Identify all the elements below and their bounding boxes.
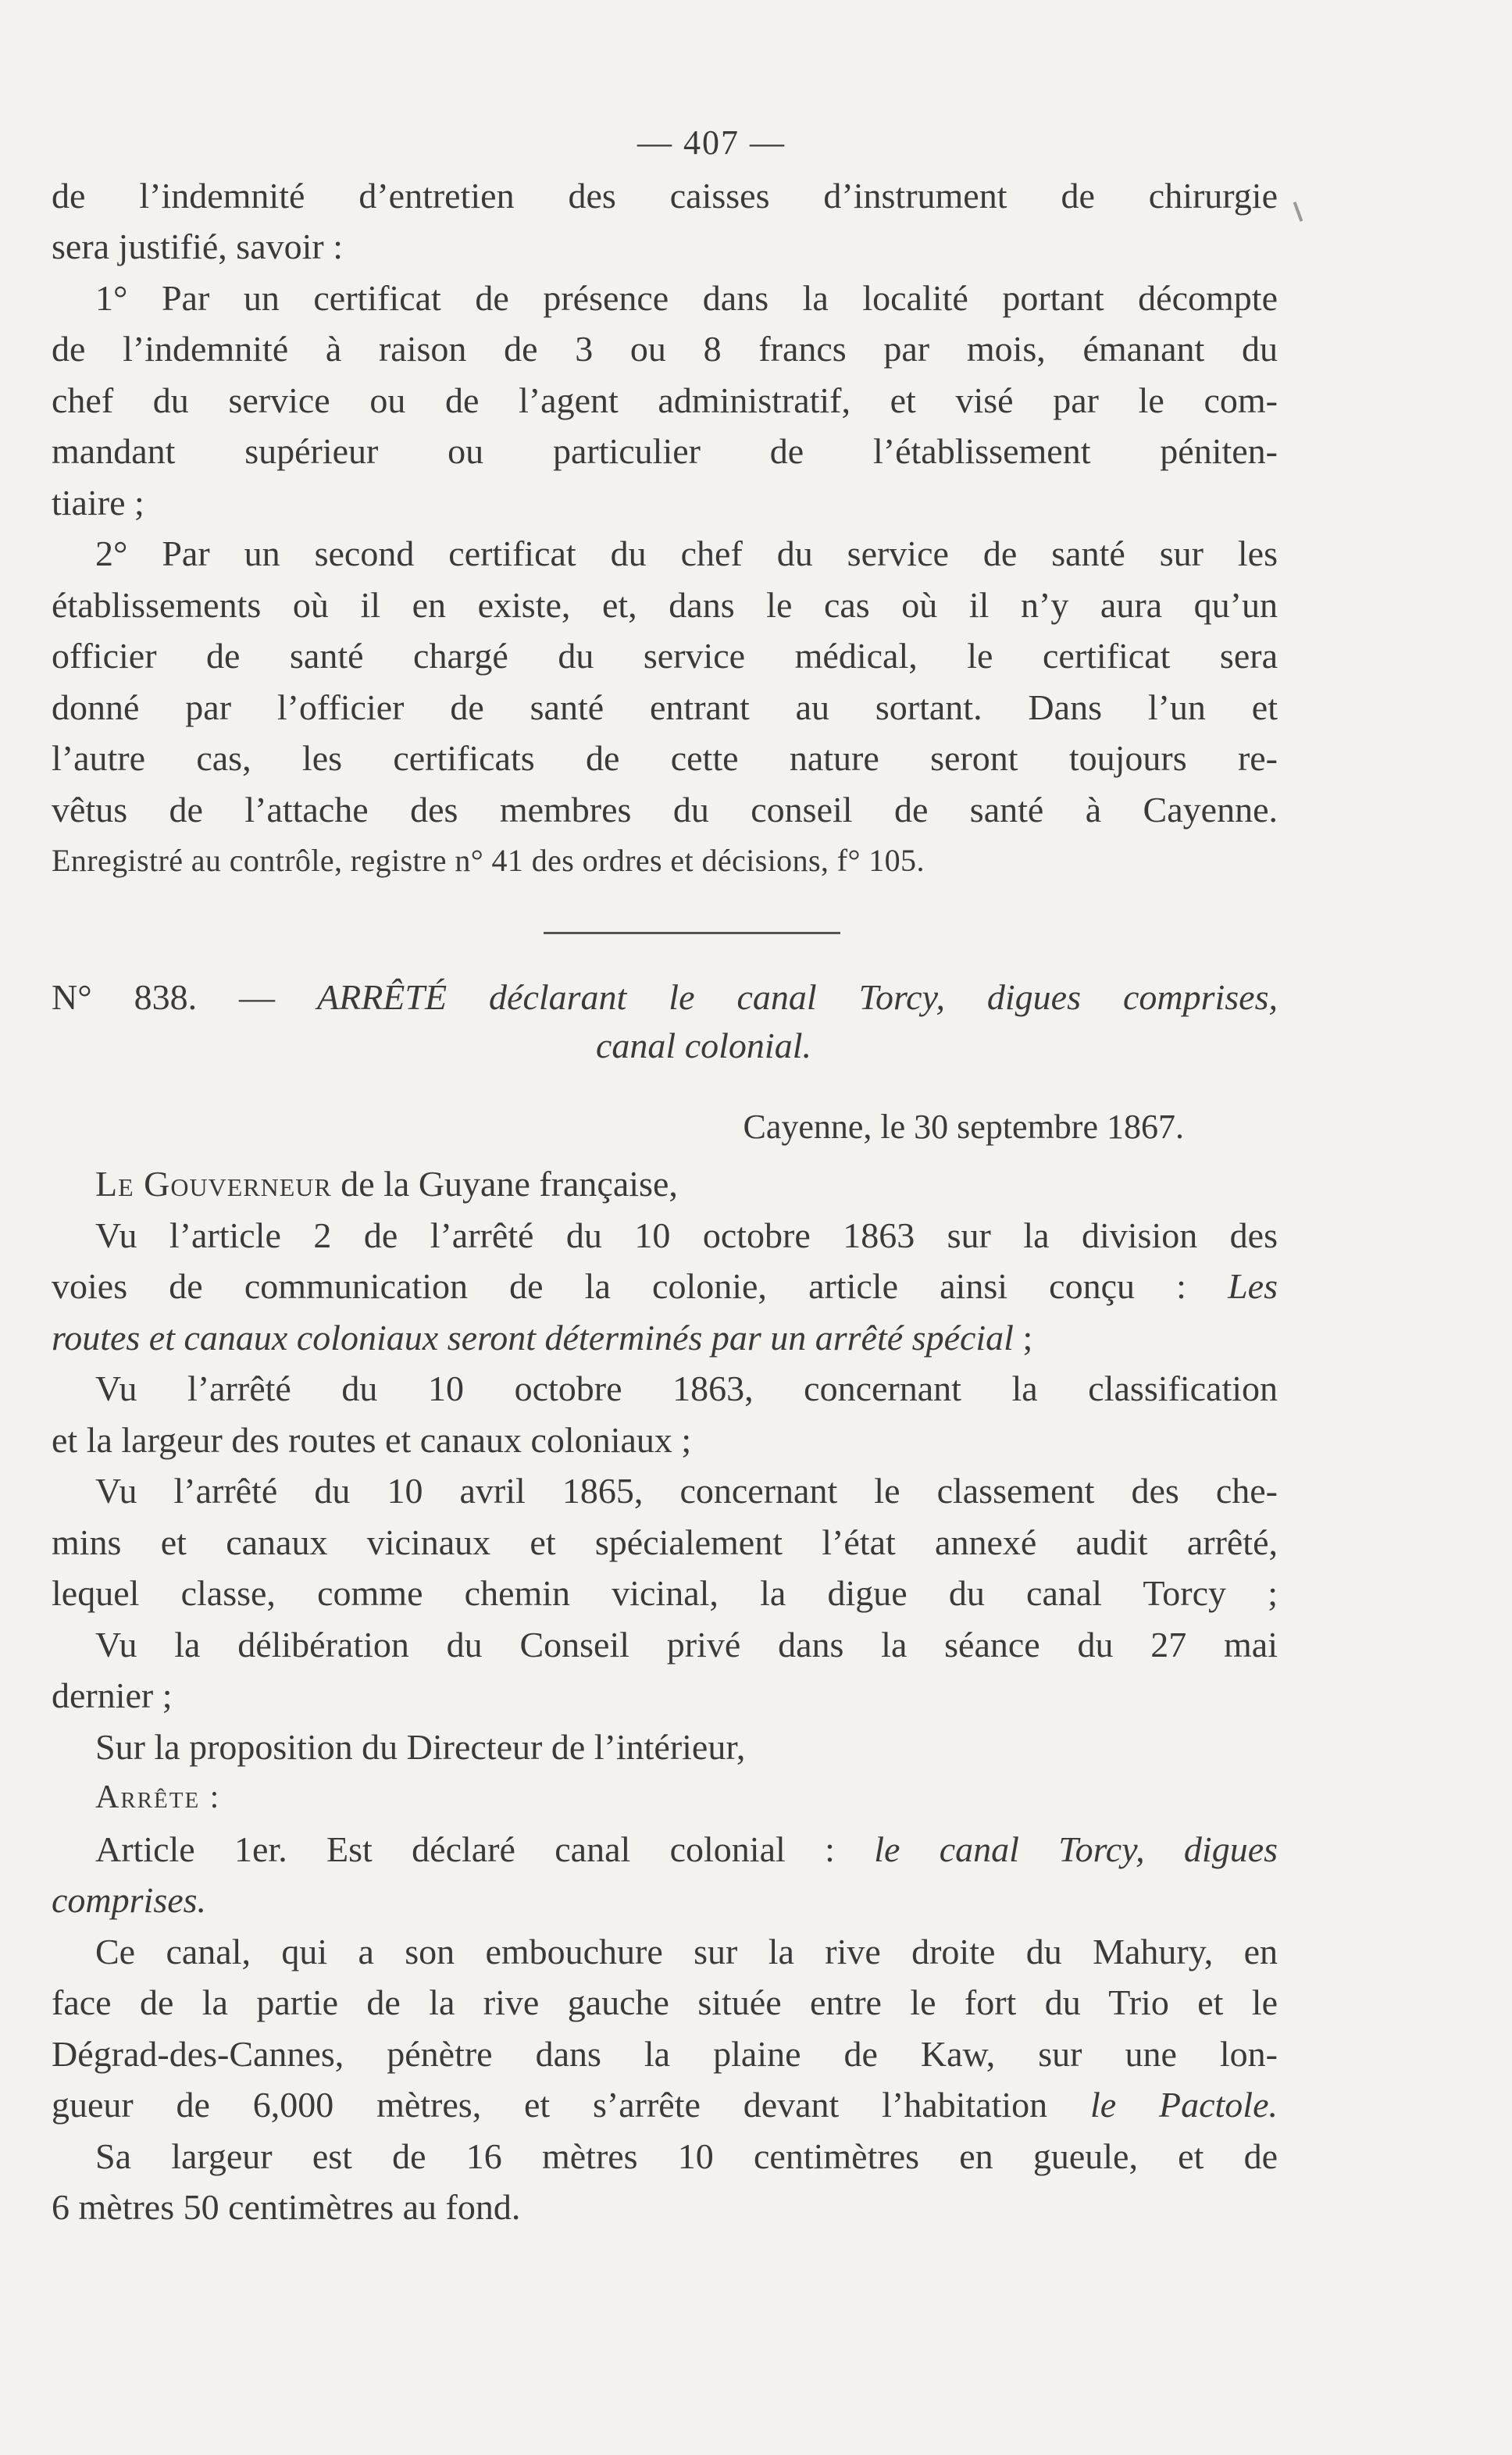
section-divider — [544, 932, 840, 934]
text-line: lequel classe, comme chemin vicinal, la digue du canal Torcy ; — [52, 1573, 1278, 1613]
text-line: 1° Par un certificat de présence dans la localité portant décompte — [95, 277, 1278, 318]
italic-text: comprises. — [52, 1880, 207, 1920]
text-line: Dégrad-des-Cannes, pénètre dans la plaine de Kaw, sur une lon- — [52, 2033, 1278, 2074]
text-line: de l’indemnité d’entretien des caisses d’instrument de chirurgie — [52, 175, 1278, 216]
governor-title: Le Gouverneur — [95, 1164, 332, 1204]
text-line: et la largeur des routes et canaux coloniaux ; — [52, 1419, 692, 1460]
text-line: de l’indemnité à raison de 3 ou 8 francs par mois, émanant du — [52, 329, 1278, 369]
page-number: — 407 — — [637, 123, 786, 162]
document-page — [52, 117, 1278, 2233]
decree-title: ARRÊTÉ déclarant le canal Torcy, digues comprises, — [317, 976, 1278, 1017]
intro-text: de la Guyane française, — [331, 1164, 678, 1204]
decree-heading — [52, 973, 1278, 1070]
text-line: 6 mètres 50 centimètres au fond. — [52, 2187, 521, 2227]
italic-text: le canal Torcy, digues — [874, 1829, 1278, 1869]
text-line: Ce canal, qui a son embouchure sur la rive droite du Mahury, en — [95, 1931, 1278, 1971]
italic-text: le Pactole. — [1089, 2085, 1278, 2125]
text-line: Sa largeur est de 16 mètres 10 centimètres en gueule, et de — [95, 2136, 1278, 2176]
margin-mark — [1293, 202, 1303, 222]
text-line: sera justifié, savoir : — [52, 227, 344, 266]
text-line: Sur la proposition du Directeur de l’intérieur, — [95, 1726, 746, 1767]
decree-title-cont: canal colonial. — [596, 1025, 811, 1065]
text-line: Vu l’arrêté du 10 octobre 1863, concernant la classification — [95, 1368, 1278, 1408]
italic-text: Les — [1228, 1266, 1278, 1306]
text-line: voies de communication de la colonie, article ainsi conçu : — [52, 1266, 1186, 1306]
article-label: Article 1er. Est déclaré canal colonial : — [95, 1829, 835, 1869]
text-line: tiaire ; — [52, 482, 144, 523]
italic-text: routes et canaux coloniaux seront déterminés par un arrêté spécial — [52, 1317, 1014, 1358]
decree-date: Cayenne, le 30 septembre 1867. — [743, 1107, 1184, 1146]
text-line: Vu l’article 2 de l’arrêté du 10 octobre 1863 sur la division des — [95, 1215, 1278, 1255]
text-line: officier de santé chargé du service médical, le certificat sera — [52, 636, 1278, 676]
text-line: chef du service ou de l’agent administratif, et visé par le com- — [52, 380, 1278, 420]
text-line: mandant supérieur ou particulier de l’établissement péniten- — [52, 431, 1278, 471]
decree-number: N° 838. — — [52, 976, 276, 1017]
text-line: établissements où il en existe, et, dans le cas où il n’y aura qu’un — [52, 584, 1278, 625]
text-line: face de la partie de la rive gauche située entre le fort du Trio et le — [52, 1982, 1278, 2022]
text-line: mins et canaux vicinaux et spécialement l’état annexé audit arrêté, — [52, 1522, 1278, 1562]
text-line: Vu l’arrêté du 10 avril 1865, concernant le classement des che- — [95, 1471, 1278, 1511]
text-line: gueur de 6,000 mètres, et s’arrête devant l’habitation — [52, 2085, 1048, 2125]
text-line: 2° Par un second certificat du chef du service de santé sur les — [95, 533, 1278, 573]
text-line: Vu la délibération du Conseil privé dans la séance du 27 mai — [95, 1624, 1278, 1665]
text-line: dernier ; — [52, 1675, 173, 1715]
text-line: l’autre cas, les certificats de cette nature seront toujours re- — [52, 738, 1278, 778]
text-line: ; — [1013, 1317, 1033, 1358]
text-line: donné par l’officier de santé entrant au sortant. Dans l’un et — [52, 687, 1278, 727]
arrete-label: Arrête : — [95, 1779, 221, 1815]
registration-note: Enregistré au contrôle, registre n° 41 des ordres et décisions, f° 105. — [52, 843, 925, 878]
text-line: vêtus de l’attache des membres du conseil de santé à Cayenne. — [52, 789, 1278, 830]
